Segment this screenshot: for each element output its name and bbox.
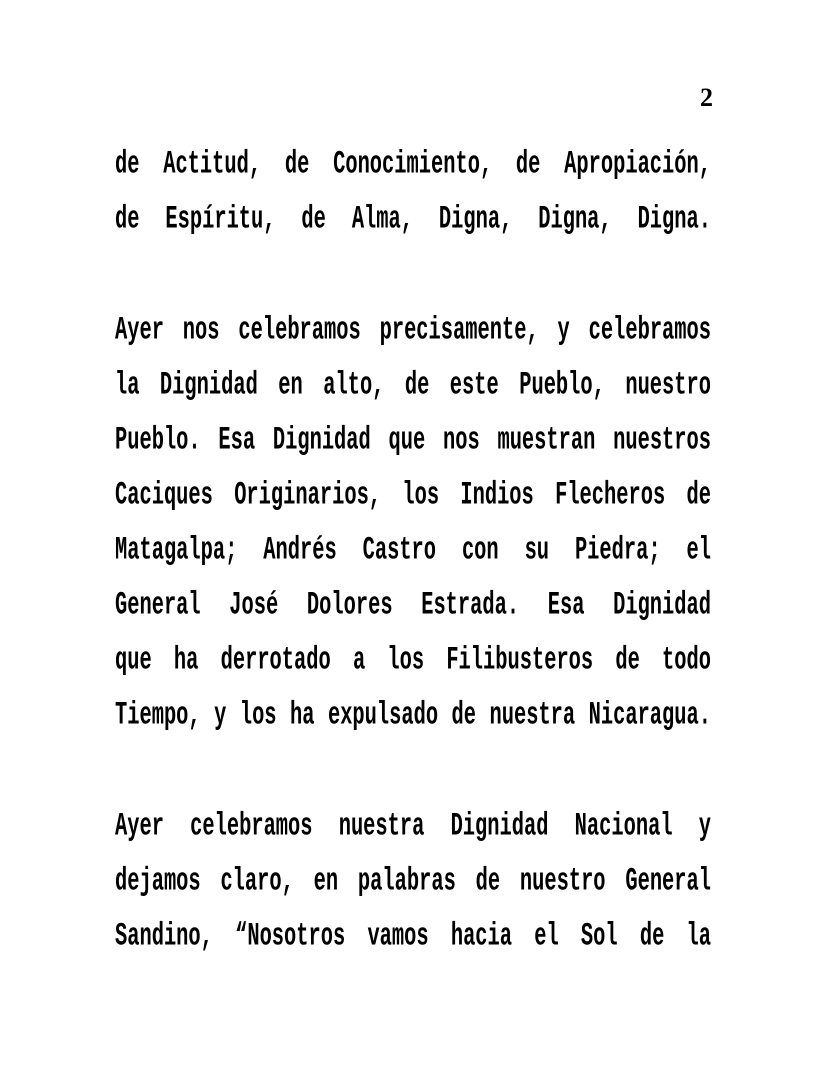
paragraph: [115, 304, 711, 744]
paragraph: [115, 138, 711, 248]
text-line: de Actitud, de Conocimiento, de Apropiación,: [115, 147, 711, 184]
text-line: Sandino, “Nosotros vamos hacia el Sol de la: [115, 919, 711, 956]
text-line: que ha derrotado a los Filibusteros de todo: [115, 643, 711, 680]
text-line: Pueblo. Esa Dignidad que nos muestran nuestros: [115, 423, 711, 460]
text-line: Matagalpa; Andrés Castro con su Piedra; el: [115, 533, 711, 570]
document-body: [115, 138, 711, 965]
page-number: 2: [700, 83, 713, 112]
text-line: Ayer celebramos nuestra Dignidad Nacional y: [115, 809, 711, 846]
text-line: Ayer nos celebramos precisamente, y celebramos: [115, 313, 711, 350]
text-line: General José Dolores Estrada. Esa Dignidad: [115, 588, 711, 625]
text-line: Tiempo, y los ha expulsado de nuestra Nicaragua.: [115, 698, 711, 735]
text-line: la Dignidad en alto, de este Pueblo, nuestro: [115, 368, 711, 405]
paragraph: [115, 800, 711, 965]
text-line: Caciques Originarios, los Indios Flecheros de: [115, 478, 711, 515]
text-line: dejamos claro, en palabras de nuestro General: [115, 864, 711, 901]
text-line: de Espíritu, de Alma, Digna, Digna, Digna.: [115, 202, 711, 239]
